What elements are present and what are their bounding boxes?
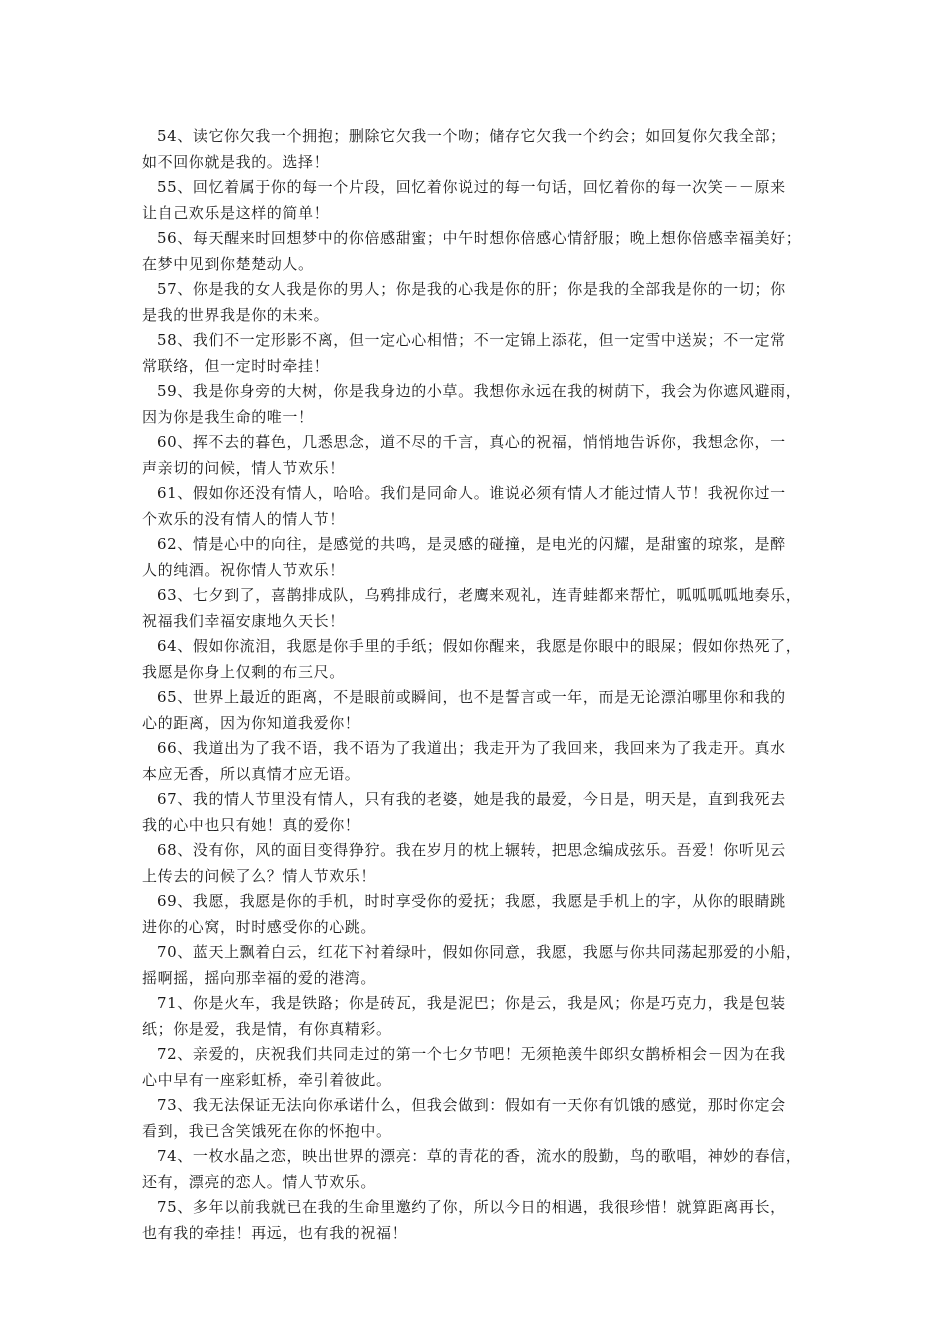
list-item: 66、我道出为了我不语，我不语为了我道出；我走开为了我回来，我回来为了我走开。真水 本应无香，所以真情才应无语。 [142,739,786,783]
list-item: 72、亲爱的，庆祝我们共同走过的第一个七夕节吧！无须艳羡牛郎织女鹊桥相会－因为在我 心中早有一座彩虹桥，牵引着彼此。 [142,1045,786,1089]
list-item: 67、我的情人节里没有情人，只有我的老婆，她是我的最爱，今日是，明天是，直到我死去 我的心中也只有她！真的爱你！ [142,790,786,834]
list-item: 60、挥不去的暮色，几悉思念，道不尽的千言，真心的祝福，悄悄地告诉你，我想念你，一 声亲切的问候，情人节欢乐！ [142,433,786,477]
list-item: 68、没有你，风的面目变得狰狞。我在岁月的枕上辗转，把思念编成弦乐。吾爱！你听见云 上传去的问候了么？情人节欢乐！ [142,841,786,885]
list-item: 58、我们不一定形影不离，但一定心心相惜；不一定锦上添花，但一定雪中送炭；不一定常 常联络，但一定时时牵挂！ [142,331,786,375]
list-item: 65、世界上最近的距离，不是眼前或瞬间，也不是誓言或一年，而是无论漂泊哪里你和我的 心的距离，因为你知道我爱你！ [142,688,786,732]
list-item: 62、情是心中的向往，是感觉的共鸣，是灵感的碰撞，是电光的闪耀，是甜蜜的琼浆，是醉 人的纯酒。祝你情人节欢乐！ [142,535,786,579]
list-item: 75、多年以前我就已在我的生命里邀约了你，所以今日的相遇，我很珍惜！就算距离再长， 也有我的牵挂！再远，也有我的祝福！ [142,1198,786,1242]
list-item: 69、我愿，我愿是你的手机，时时享受你的爱抚；我愿，我愿是手机上的字，从你的眼睛跳 进你的心窝，时时感受你的心跳。 [142,892,786,936]
list-item: 73、我无法保证无法向你承诺什么，但我会做到：假如有一天你有饥饿的感觉，那时你定会 看到，我已含笑饿死在你的怀抱中。 [142,1096,786,1140]
list-item: 55、回忆着属于你的每一个片段，回忆着你说过的每一句话，回忆着你的每一次笑－－原来 让自己欢乐是这样的简单！ [142,178,786,222]
list-item: 63、七夕到了，喜鹊排成队，乌鸦排成行，老鹰来观礼，连青蛙都来帮忙，呱呱呱呱地奏乐， 祝福我们幸福安康地久天长！ [142,586,802,630]
list-item: 59、我是你身旁的大树，你是我身边的小草。我想你永远在我的树荫下，我会为你遮风避雨， 因为你是我生命的唯一！ [142,382,802,426]
list-item: 74、一枚水晶之恋，映出世界的漂亮：草的青花的香，流水的殷勤，鸟的歌唱，神妙的春信， 还有，漂亮的恋人。情人节欢乐。 [142,1147,802,1191]
list-item: 56、每天醒来时回想梦中的你倍感甜蜜；中午时想你倍感心情舒服；晚上想你倍感幸福美好； 在梦中见到你楚楚动人。 [142,229,802,273]
list-item: 64、假如你流泪，我愿是你手里的手纸；假如你醒来，我愿是你眼中的眼屎；假如你热死了， 我愿是你身上仅剩的布三尺。 [142,637,802,681]
list-item: 57、你是我的女人我是你的男人；你是我的心我是你的肝；你是我的全部我是你的一切；你 是我的世界我是你的未来。 [142,280,786,324]
list-item: 54、读它你欠我一个拥抱；删除它欠我一个吻；储存它欠我一个约会；如回复你欠我全部； 如不回你就是我的。选择！ [142,127,786,171]
list-item: 71、你是火车，我是铁路；你是砖瓦，我是泥巴；你是云，我是风；你是巧克力，我是包装 纸；你是爱，我是情，有你真精彩。 [142,994,786,1038]
list-item: 70、蓝天上飘着白云，红花下衬着绿叶，假如你同意，我愿，我愿与你共同荡起那爱的小船， 摇啊摇，摇向那幸福的爱的港湾。 [142,943,802,987]
list-item: 61、假如你还没有情人，哈哈。我们是同命人。谁说必须有情人才能过情人节！我祝你过一 个欢乐的没有情人的情人节！ [142,484,786,528]
document-body [142,124,810,1246]
